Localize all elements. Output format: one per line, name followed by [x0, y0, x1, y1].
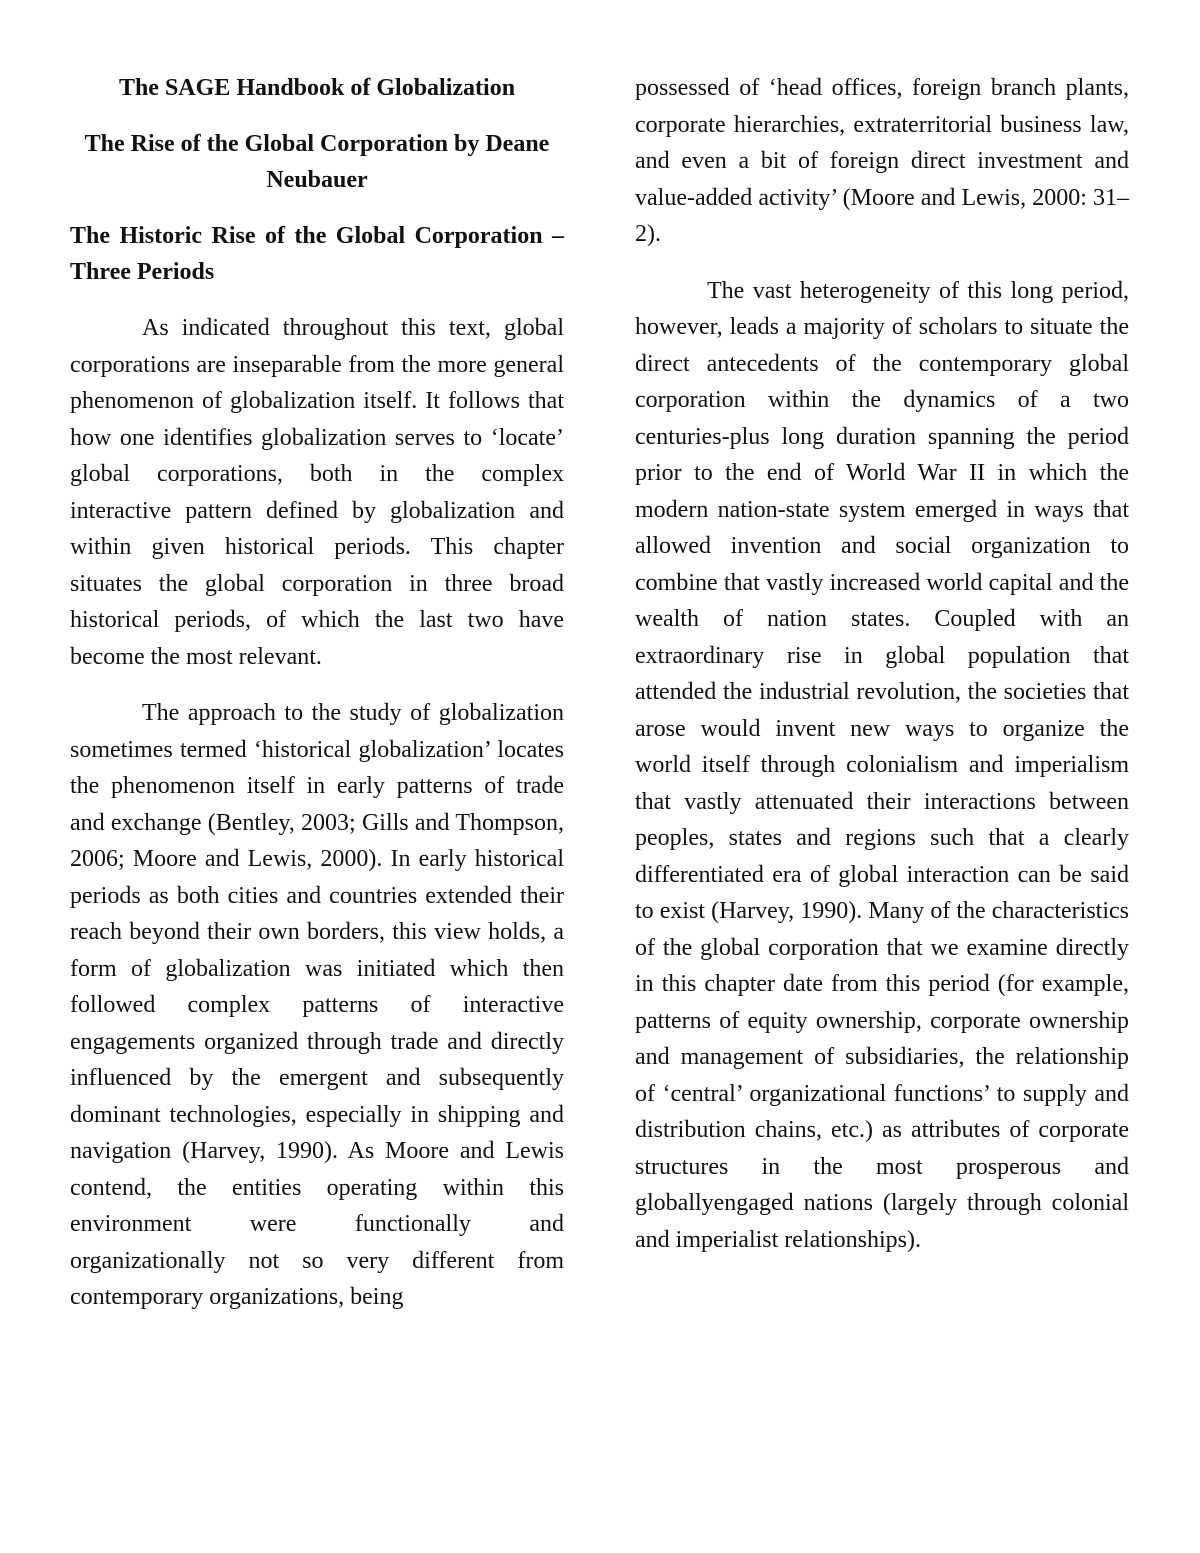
- paragraph: The approach to the study of globalization sometimes termed ‘historical globalization’ locates the phenomenon itself in early patterns of trade and exchange (Bentley, 2003; Gills and Thompson, 2006; Moore and Lewis, 2000). In early historical periods as both cities and countries extended their reach beyond their own borders, this view holds, a form of globalization was initiated which then followed complex patterns of interactive engagements organized through trade and directly influenced by the emergent and subsequently dominant technologies, especially in shipping and navigation (Harvey, 1990). As Moore and Lewis contend, the entities operating within this environment were functionally and organizationally not so very different from contemporary organizations, being: [70, 700, 564, 1310]
- paragraph: The vast heterogeneity of this long period, however, leads a majority of scholars to situate the direct antecedents of the contemporary global corporation within the dynamics of a two centuries-plus long duration spanning the period prior to the end of World War II in which the modern nation-state system emerged in ways that allowed invention and social organization to combine that vastly increased world capital and the wealth of nation states. Coupled with an extraordinary rise in global population that attended the industrial revolution, the societies that arose would invent new ways to organize the world itself through colonialism and imperialism that vastly attenuated their interactions between peoples, states and regions such that a clearly differentiated era of global interaction can be said to exist (Harvey, 1990). Many of the characteristics of the global corporation that we examine directly in this chapter date from this period (for example, patterns of equity ownership, corporate ownership and management of subsidiaries, the relationship of ‘central’ organizational functions’ to supply and distribution chains, etc.) as attributes of corporate structures in the most prosperous and globallyengaged nations (largely through colonial and imperialist relationships).: [635, 277, 1129, 1253]
- paragraph: As indicated throughout this text, global corporations are inseparable from the more general phenomenon of globalization itself. It follows that how one identifies globalization serves to ‘locate’ global corporations, both in the complex interactive pattern defined by globalization and within given historical periods. This chapter situates the global corporation in three broad historical periods, of which the last two have become the most relevant.: [70, 315, 564, 670]
- chapter-title: The Rise of the Global Corporation by Deane Neubauer: [84, 131, 550, 193]
- section-heading: The Historic Rise of the Global Corporation – Three Periods: [70, 223, 564, 285]
- right-column: [635, 70, 1129, 1278]
- paragraph-continuation: possessed of ‘head offices, foreign branch plants, corporate hierarchies, extraterritorial business law, and even a bit of foreign direct investment and value-added activity’ (Moore and Lewis, 2000: 31–2).: [635, 75, 1129, 247]
- book-title: The SAGE Handbook of Globalization: [118, 75, 516, 101]
- left-column: [70, 70, 564, 1336]
